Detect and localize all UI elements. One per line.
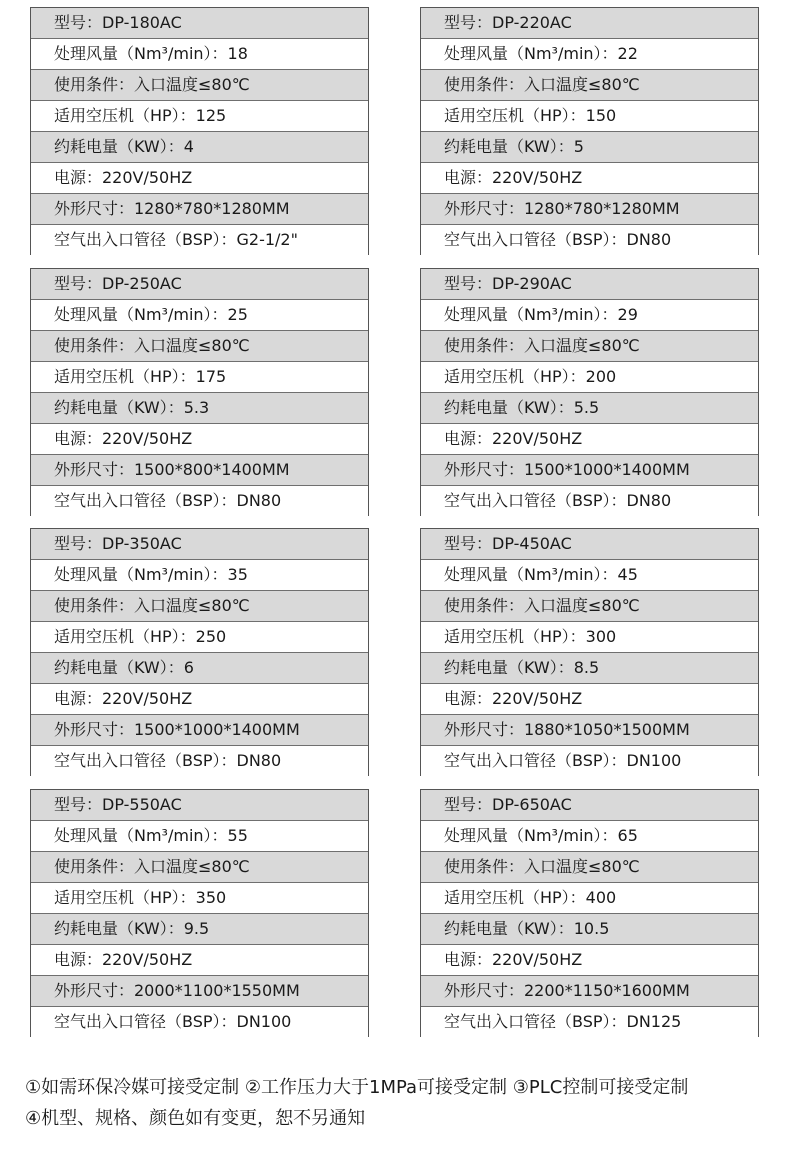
spec-row: 处理风量（Nm³/min）：29 [421,300,758,331]
spec-row: 外形尺寸：2200*1150*1600MM [421,976,758,1007]
spec-row: 电源：220V/50HZ [31,424,368,455]
spec-row: 约耗电量（KW）：5.3 [31,393,368,424]
spec-row: 处理风量（Nm³/min）：18 [31,39,368,70]
spec-row: 外形尺寸：1500*1000*1400MM [31,715,368,746]
spec-row: 处理风量（Nm³/min）：55 [31,821,368,852]
spec-row: 约耗电量（KW）：10.5 [421,914,758,945]
spec-row: 使用条件：入口温度≤80℃ [421,852,758,883]
spec-row: 适用空压机（HP）：175 [31,362,368,393]
spec-row: 处理风量（Nm³/min）：25 [31,300,368,331]
note-line-1: ①如需环保冷媒可接受定制 ②工作压力大于1MPa可接受定制 ③PLC控制可接受定制 [25,1077,689,1098]
spec-row: 适用空压机（HP）：300 [421,622,758,653]
spec-row: 约耗电量（KW）：6 [31,653,368,684]
spec-row: 使用条件：入口温度≤80℃ [31,331,368,362]
spec-row: 适用空压机（HP）：400 [421,883,758,914]
spec-row: 空气出入口管径（BSP）：DN80 [421,225,758,255]
spec-row: 处理风量（Nm³/min）：45 [421,560,758,591]
spec-row: 适用空压机（HP）：200 [421,362,758,393]
spec-row: 约耗电量（KW）：4 [31,132,368,163]
spec-row: 空气出入口管径（BSP）：DN100 [31,1007,368,1037]
spec-row: 型号：DP-350AC [31,529,368,560]
spec-row: 处理风量（Nm³/min）：22 [421,39,758,70]
spec-row: 外形尺寸：2000*1100*1550MM [31,976,368,1007]
note-line-2: ④机型、规格、颜色如有变更，恕不另通知 [25,1108,366,1129]
spec-row: 外形尺寸：1280*780*1280MM [421,194,758,225]
spec-row: 适用空压机（HP）：350 [31,883,368,914]
spec-row: 使用条件：入口温度≤80℃ [31,591,368,622]
spec-row: 空气出入口管径（BSP）：DN80 [31,486,368,516]
spec-row: 电源：220V/50HZ [31,163,368,194]
spec-row: 型号：DP-180AC [31,8,368,39]
spec-row: 外形尺寸：1500*1000*1400MM [421,455,758,486]
spec-table [420,789,759,1037]
spec-table [420,528,759,776]
spec-row: 电源：220V/50HZ [31,945,368,976]
spec-row: 型号：DP-550AC [31,790,368,821]
spec-row: 型号：DP-250AC [31,269,368,300]
spec-table [30,528,369,776]
spec-row: 适用空压机（HP）：150 [421,101,758,132]
spec-row: 约耗电量（KW）：8.5 [421,653,758,684]
spec-row: 使用条件：入口温度≤80℃ [421,70,758,101]
spec-row: 空气出入口管径（BSP）：DN80 [421,486,758,516]
spec-row: 约耗电量（KW）：9.5 [31,914,368,945]
spec-row: 空气出入口管径（BSP）：DN100 [421,746,758,776]
spec-row: 型号：DP-450AC [421,529,758,560]
spec-table [420,268,759,516]
spec-row: 约耗电量（KW）：5 [421,132,758,163]
spec-row: 约耗电量（KW）：5.5 [421,393,758,424]
spec-row: 适用空压机（HP）：125 [31,101,368,132]
spec-row: 电源：220V/50HZ [421,945,758,976]
spec-row: 使用条件：入口温度≤80℃ [31,70,368,101]
spec-row: 外形尺寸：1500*800*1400MM [31,455,368,486]
spec-row: 电源：220V/50HZ [421,424,758,455]
notes-section [25,1072,775,1134]
spec-table [30,789,369,1037]
spec-row: 处理风量（Nm³/min）：65 [421,821,758,852]
spec-row: 空气出入口管径（BSP）：DN125 [421,1007,758,1037]
spec-row: 空气出入口管径（BSP）：DN80 [31,746,368,776]
spec-row: 型号：DP-220AC [421,8,758,39]
spec-row: 型号：DP-290AC [421,269,758,300]
spec-row: 外形尺寸：1280*780*1280MM [31,194,368,225]
spec-row: 处理风量（Nm³/min）：35 [31,560,368,591]
spec-row: 使用条件：入口温度≤80℃ [421,591,758,622]
spec-table [420,7,759,255]
spec-row: 电源：220V/50HZ [421,163,758,194]
spec-row: 外形尺寸：1880*1050*1500MM [421,715,758,746]
spec-row: 空气出入口管径（BSP）：G2-1/2" [31,225,368,255]
spec-row: 型号：DP-650AC [421,790,758,821]
spec-row: 电源：220V/50HZ [31,684,368,715]
spec-row: 适用空压机（HP）：250 [31,622,368,653]
spec-table [30,7,369,255]
spec-row: 电源：220V/50HZ [421,684,758,715]
spec-row: 使用条件：入口温度≤80℃ [421,331,758,362]
spec-row: 使用条件：入口温度≤80℃ [31,852,368,883]
spec-table [30,268,369,516]
